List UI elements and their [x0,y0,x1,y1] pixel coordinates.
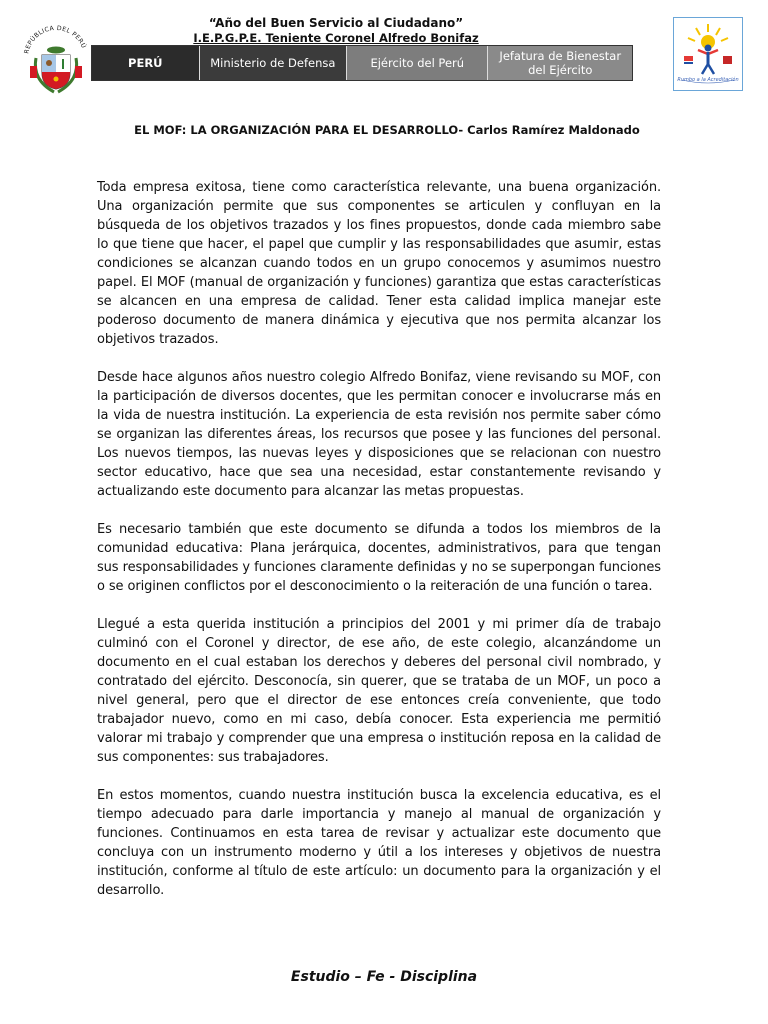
paragraph-2: Desde hace algunos años nuestro colegio Alfredo Bonifaz, viene revisando su MOF, con la participación de diversos docentes, que les permitan conocer e involucrarse más en la vida de nuestra institución. La experiencia de esta revisión nos permite saber cómo se organizan las diferentes áreas, los recursos que posee y las funciones del personal. Los nuevos tiempos, las nuevas leyes y disposiciones que se relacionan con nuestro sector educativo, hace que sea una necesidad, estar constantemente revisando y actualizando este documento para alcanzar las metas propuestas. [97,370,661,499]
crest-arc-text: REPÚBLICA DEL PERÚ [23,24,88,55]
paragraph-4: Llegué a esta querida institución a principios del 2001 y mi primer día de trabajo culminó con el Coronel y director, de ese año, de este colegio, alcanzándome un documento en el cual estaban los derechos y deberes del personal civil nombrado, y contratado del ejército. Desconocía, sin querer, que se trataba de un MOF, un poco a nivel general, pero que el director de ese entonces creía conveniente, que todo trabajador nuevo, como en mi caso, debía conocer. Esta experiencia me permitió valorar mi trabajo y comprender que una empresa o institución reposa en la calidad de sus componentes: sus trabajadores. [97,617,661,765]
article-body [97,178,661,919]
article-title: EL MOF: LA ORGANIZACIÓN PARA EL DESARROLLO- Carlos Ramírez Maldonado [134,123,640,137]
accreditation-caption: Rumbo a la Acreditación [677,77,739,83]
footer-motto: Estudio – Fe - Disciplina [290,969,478,985]
paragraph-1: Toda empresa exitosa, tiene como característica relevante, una buena organización. Una organización permite que sus componentes se articulen y confluyan en la búsqueda de los objetivos trazados y los fines propuestos, donde cada miembro sabe lo que tiene que hacer, el papel que cumplir y las responsabilidades que asumir, estas condiciones se alcanzan cuando todos en un grupo conocemos y asumimos nuestro papel. El MOF (manual de organización y funciones) garantiza que estas características se alcancen en una empresa de calidad. Tener esta calidad implica manejar este poderoso documento de manera dinámica y ejecutiva que nos permita alcanzar los objetivos trazados. [97,180,661,347]
peru-coat-of-arms-logo [20,18,92,98]
paragraph-3: Es necesario también que este documento se difunda a todos los miembros de la comunidad educativa: Plana jerárquica, docentes, administrativos, para que tengan sus responsabilidades y funciones claramente definidas y no se superpongan funciones o se originen conflictos por el desconocimiento o la reiteración de una función o tarea. [97,522,661,594]
institution-welfare-headquarters: Jefatura de Bienestar del Ejército [488,46,632,80]
institution-army: Ejército del Perú [347,46,488,80]
year-slogan: “Año del Buen Servicio al Ciudadano” [208,16,464,30]
paragraph-5: En estos momentos, cuando nuestra institución busca la excelencia educativa, es el tiempo adecuado para darle importancia y manejo al manual de organización y funciones. Continuamos en esta tarea de revisar y actualizar este documento que concluya con un instrumento moderno y útil a los intereses y objetivos de nuestra institución, conforme al título de este artículo: un documento para la organización y el desarrollo. [97,788,661,898]
school-name: I.E.P.G.P.E. Teniente Coronel Alfredo Bonifaz [193,31,479,45]
institution-peru: PERÚ [92,46,200,80]
institution-ministry-of-defense: Ministerio de Defensa [200,46,347,80]
accreditation-logo [673,17,743,91]
institution-bar [91,45,633,81]
